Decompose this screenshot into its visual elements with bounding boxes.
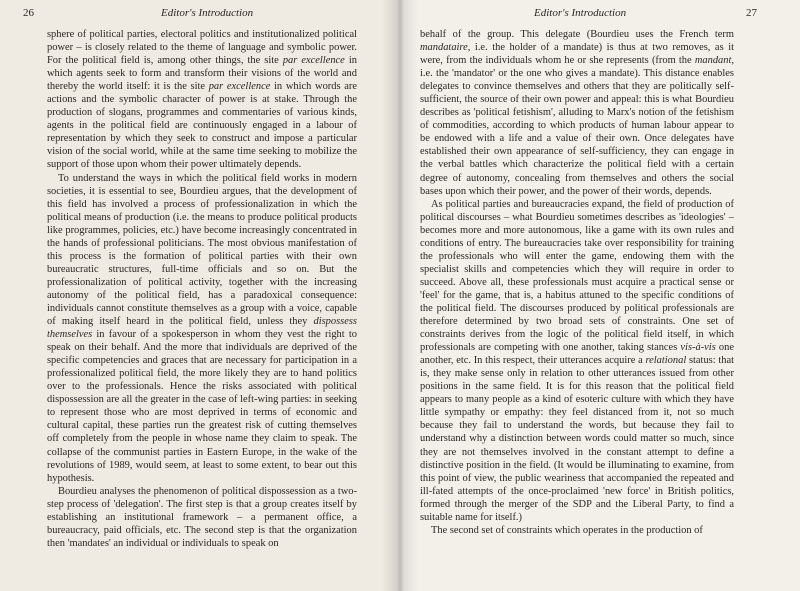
left-page-number: 26: [23, 7, 34, 19]
text-run: Bourdieu analyses the phenomenon of political dispossession as a two-step process of 'delegation'. The first step is that a group creates itself by establishing an institutional framework – a permanent office, a bureaucracy, paid officials, etc. The second step is that the organization then 'mandates' an individual or individuals to speak on: [47, 485, 357, 549]
italic-term: mandant: [694, 55, 732, 67]
paragraph: [47, 172, 357, 485]
right-page-number: 27: [746, 7, 757, 19]
text-run: To understand the ways in which the political field works in modern societies, it is essential to see, Bourdieu argues, that the development of this field has involved a process of professionalization in which the political means of production (i.e. the means to produce political products like programmes, policies, etc.) have become increasingly concentrated in the hands of professional politicians. The most obvious manifestation of this process is the formation of political parties with their own bureaucratic structures, full-time officials and so on. But the professionalization of political activity, together with the increasing autonomy of the political field, has a paradoxical consequence: individuals cannot constitute themselves as a group with a voice, capable of making itself heard in the political field, unless they: [47, 172, 357, 328]
left-page: [0, 0, 398, 591]
italic-term: par excellence: [282, 55, 345, 67]
left-running-head: Editor's Introduction: [161, 7, 254, 19]
text-run: one another, etc. In this respect, their utterances acquire a: [420, 342, 734, 367]
italic-term: relational: [645, 355, 687, 367]
italic-term: mandataire: [420, 42, 468, 54]
paragraph: [47, 28, 357, 172]
text-run: status: that is, they make sense only in relation to other utterances issued from other positions in the same field. It is for this reason that the political field appears to many people as a kind of esoteric culture with which they have little sympathy or empathy: they feel distanced from it, not so much because they fail to understand the words, but because they fail to understand why a distinction between words could matter so much, since they are not themselves involved in the constant attempt to define a distinctive position in the field. (It would be illuminating to examine, from this point of view, the public weariness that accompanied the repeated and ill-fated attempts of the once-proclaimed 'new force' in British politics, formed through the merger of the SDP and the Liberal Party, to find a suitable name for itself.): [420, 355, 734, 523]
paragraph: [420, 524, 734, 537]
text-run: behalf of the group. This delegate (Bourdieu uses the French term: [420, 29, 734, 40]
text-run: in which agents seek to form and transform their visions of the world and thereby the world itself: it is the site: [47, 55, 357, 93]
text-run: , i.e. the holder of a mandate) is thus at two removes, as it were, from the individuals whom he or she represents (from the: [420, 42, 734, 67]
text-run: As political parties and bureaucracies expand, the field of production of political discourses – what Bourdieu sometimes describes as 'ideologies' – becomes more and more autonomous, like a game with its own rules and conditions of entry. The bureaucracies take over responsibility for training the professionals who will enter the game, endowing them with the specialist skills and competencies which they will require in order to succeed. Above all, these professionals must acquire a practical sense or 'feel' for the game, that is, a habitus attuned to the specific conditions of the political field. The discourses produced by political professionals are therefore determined by two broad sets of constraints. One set of constraints derives from the logic of the political field itself, in which professionals are competing with one another, taking stances: [420, 198, 734, 354]
paragraph: [420, 198, 734, 524]
text-run: in favour of a spokesperson in whom they vest the right to speak on their behalf. And the more that individuals are deprived of the specific competencies and graces that are necessary for participation in a professionalized political field, the more likely they are to hand politics over to the professionals. Hence the risks associated with political dispossession are all the greater in the case of left-wing parties: in seeking to represent those who are most deprived in terms of economic and cultural capital, these parties run the greatest risk of cutting themselves off completely from the people in whose name they claim to speak. The collapse of the communist parties in Eastern Europe, in the wake of the revolutions of 1989, would seem, at least to some extent, to bear out this hypothesis.: [47, 329, 357, 484]
right-running-head: Editor's Introduction: [534, 7, 627, 19]
text-run: , i.e. the 'mandator' or the one who gives a mandate). This distance enables delegates to convince themselves and others that they are politically self-sufficient, the source of their own power and appeal: this is what Bourdieu describes as 'political fetishism', alluding to Marx's notion of the fetishism of commodities, according to which products of human labour appear to be endowed with a life and a value of their own. Once delegates have established their own appearance of self-sufficiency, they can engage in the verbal battles which characterize the political field with a certain degree of autonomy, concealing from themselves and others the social bases upon which their power, and the power of their words, depends.: [420, 55, 734, 197]
right-page: [398, 0, 800, 591]
text-run: The second set of constraints which operates in the production of: [431, 524, 703, 536]
paragraph: [420, 28, 734, 198]
text-run: in which words are actions and the symbolic character of power is at stake. Through the production of slogans, programmes and commentaries of various kinds, agents in the political field are continuously engaged in a labour of representation by which they seek to construct and impose a particular vision of the social world, while at the same time seeking to mobilize the support of those upon whom their power ultimately depends.: [47, 81, 357, 171]
italic-term: dispossess themselves: [47, 316, 357, 341]
paragraph: [47, 485, 357, 550]
right-page-body: [420, 28, 734, 537]
italic-term: vis-à-vis: [680, 342, 716, 354]
italic-term: par excellence: [208, 81, 271, 93]
text-run: sphere of political parties, electoral politics and institutionalized political power – is closely related to the theme of language and symbolic power. For the political field is, among other things, the site: [47, 29, 357, 67]
left-page-body: [47, 28, 357, 550]
